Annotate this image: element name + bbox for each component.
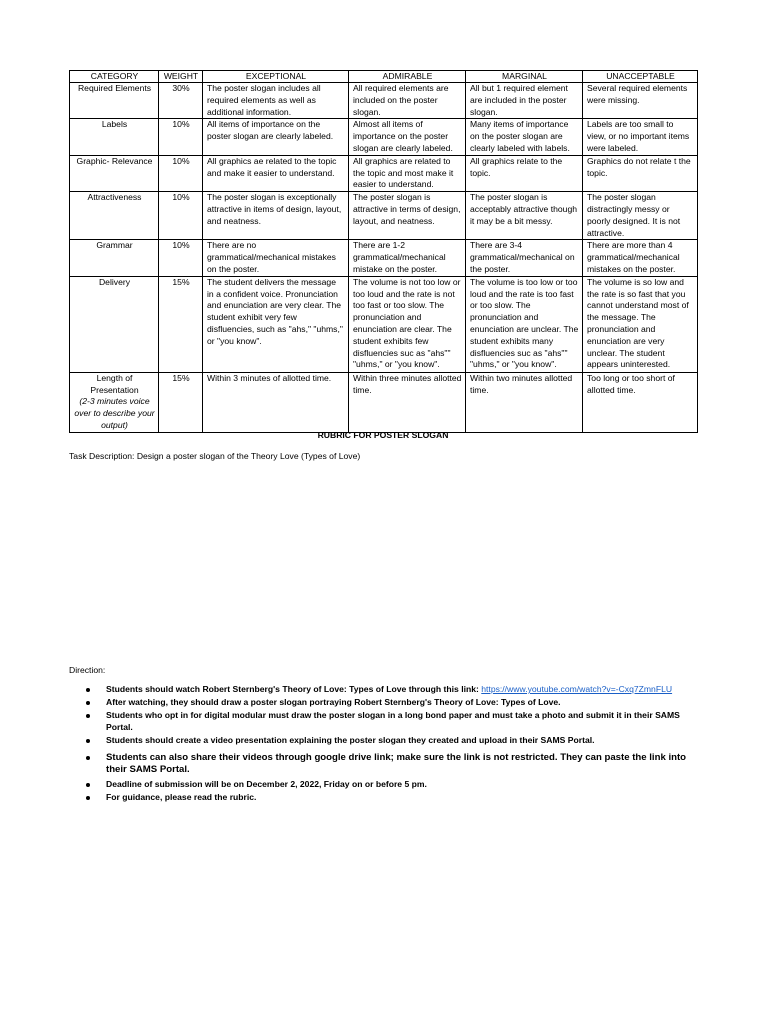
list-item-text: Deadline of submission will be on December 2, 2022, Friday on or before 5 pm. — [106, 778, 427, 789]
table-row — [70, 83, 698, 119]
category-cell: Graphic- Relevance — [70, 155, 159, 191]
exceptional-cell: All graphics ae related to the topic and make it easier to understand. — [203, 155, 349, 191]
header-exceptional: EXCEPTIONAL — [203, 71, 349, 83]
weight-cell: 10% — [159, 119, 203, 155]
list-item-text: Students can also share their videos through google drive link; make sure the link is not restricted. They can paste the link into their SAMS Portal. — [106, 751, 687, 776]
category-cell: Grammar — [70, 240, 159, 276]
category-note: (2-3 minutes voice over to describe your output) — [74, 396, 155, 430]
weight-cell: 15% — [159, 276, 203, 372]
list-item — [86, 752, 698, 777]
bullet-icon — [86, 739, 90, 743]
category-cell: Attractiveness — [70, 192, 159, 240]
table-row — [70, 155, 698, 191]
unacceptable-cell: Labels are too small to view, or no important items were labeled. — [583, 119, 698, 155]
unacceptable-cell: There are more than 4 grammatical/mechanical mistakes on the poster. — [583, 240, 698, 276]
table-row — [70, 276, 698, 372]
admirable-cell: All graphics are related to the topic and most make it easier to understand. — [349, 155, 466, 191]
bullet-icon — [86, 796, 90, 800]
weight-cell: 10% — [159, 155, 203, 191]
category-cell — [70, 372, 159, 432]
list-item — [86, 710, 698, 733]
bullet-icon — [86, 701, 90, 705]
list-item-text: Students who opt in for digital modular must draw the poster slogan in a long bond paper and must take a photo and submit it in their SAMS Portal. — [106, 710, 680, 732]
header-weight: WEIGHT — [159, 71, 203, 83]
direction-label: Direction: — [69, 665, 106, 675]
table-row — [70, 119, 698, 155]
admirable-cell: Within three minutes allotted time. — [349, 372, 466, 432]
header-unacceptable: UNACCEPTABLE — [583, 71, 698, 83]
marginal-cell: There are 3-4 grammatical/mechanical on the poster. — [466, 240, 583, 276]
list-item-text: Students should watch Robert Sternberg's Theory of Love: Types of Love through this link: — [106, 684, 482, 694]
exceptional-cell: The poster slogan is exceptionally attractive in items of design, layout, and neatness. — [203, 192, 349, 240]
unacceptable-cell: The poster slogan distractingly messy or poorly designed. It is not attractive. — [583, 192, 698, 240]
bullet-icon — [86, 783, 90, 787]
admirable-cell: All required elements are included on the poster slogan. — [349, 83, 466, 119]
exceptional-cell: The poster slogan includes all required elements as well as additional information. — [203, 83, 349, 119]
unacceptable-cell: Several required elements were missing. — [583, 83, 698, 119]
table-row — [70, 240, 698, 276]
task-description: Task Description: Design a poster slogan of the Theory Love (Types of Love) — [69, 451, 361, 461]
category-cell: Delivery — [70, 276, 159, 372]
list-item — [86, 697, 698, 709]
unacceptable-cell: Graphics do not relate t the topic. — [583, 155, 698, 191]
admirable-cell: Almost all items of importance on the poster slogan are clearly labeled. — [349, 119, 466, 155]
bullet-icon — [86, 688, 90, 692]
list-item — [86, 779, 698, 791]
list-item-text: After watching, they should draw a poster slogan portraying Robert Sternberg's Theory of Love: Types of Love. — [106, 697, 561, 708]
weight-cell: 30% — [159, 83, 203, 119]
list-item — [86, 735, 698, 747]
unacceptable-cell: Too long or too short of allotted time. — [583, 372, 698, 432]
rubric-table — [69, 70, 698, 433]
marginal-cell: All but 1 required element are included in the poster slogan. — [466, 83, 583, 119]
exceptional-cell: Within 3 minutes of allotted time. — [203, 372, 349, 432]
exceptional-cell: There are no grammatical/mechanical mistakes on the poster. — [203, 240, 349, 276]
exceptional-cell: The student delivers the message in a confident voice. Pronunciation and enunciation are very clear. The student exhibit very few disfluencies, such as "ahs," "uhms," or "you know". — [203, 276, 349, 372]
list-item-text: For guidance, please read the rubric. — [106, 791, 257, 802]
weight-cell: 10% — [159, 192, 203, 240]
admirable-cell: There are 1-2 grammatical/mechanical mistake on the poster. — [349, 240, 466, 276]
table-row — [70, 372, 698, 432]
category-label: Length of Presentation — [90, 372, 139, 395]
list-item-text: Students should create a video presentation explaining the poster slogan they created and upload in their SAMS Portal. — [106, 735, 595, 746]
weight-cell: 15% — [159, 372, 203, 432]
youtube-link[interactable]: https://www.youtube.com/watch?v=-Cxq7ZmnFLU — [481, 684, 673, 694]
weight-cell: 10% — [159, 240, 203, 276]
category-cell: Required Elements — [70, 83, 159, 119]
list-item — [86, 684, 698, 696]
bullet-icon — [86, 756, 90, 760]
header-admirable: ADMIRABLE — [349, 71, 466, 83]
bullet-icon — [86, 714, 90, 718]
exceptional-cell: All items of importance on the poster slogan are clearly labeled. — [203, 119, 349, 155]
list-item — [86, 792, 698, 804]
marginal-cell: The volume is too low or too loud and the rate is too fast or too slow. The pronunciation and enunciation are unclear. The student exhibits many disfluencies suc as "ahs"" "uhms," or "you know". — [466, 276, 583, 372]
direction-list — [86, 684, 698, 805]
marginal-cell: Many items of importance on the poster slogan are clearly labeled with labels. — [466, 119, 583, 155]
marginal-cell: All graphics relate to the topic. — [466, 155, 583, 191]
rubric-header-row — [70, 71, 698, 83]
admirable-cell: The poster slogan is attractive in terms of design, layout, and neatness. — [349, 192, 466, 240]
header-category: CATEGORY — [70, 71, 159, 83]
marginal-cell: Within two minutes allotted time. — [466, 372, 583, 432]
unacceptable-cell: The volume is so low and the rate is so fast that you cannot understand most of the message. The pronunciation and enunciation are very unclear. The student appears uninterested. — [583, 276, 698, 372]
rubric-caption: RUBRIC FOR POSTER SLOGAN — [317, 430, 449, 440]
header-marginal: MARGINAL — [466, 71, 583, 83]
category-cell: Labels — [70, 119, 159, 155]
table-row — [70, 192, 698, 240]
admirable-cell: The volume is not too low or too loud and the rate is not too fast or too slow. The pronunciation and enunciation are clear. The student exhibits few disfluencies suc as "ahs"" "uhms," or "you know". — [349, 276, 466, 372]
marginal-cell: The poster slogan is acceptably attractive though it may be a bit messy. — [466, 192, 583, 240]
